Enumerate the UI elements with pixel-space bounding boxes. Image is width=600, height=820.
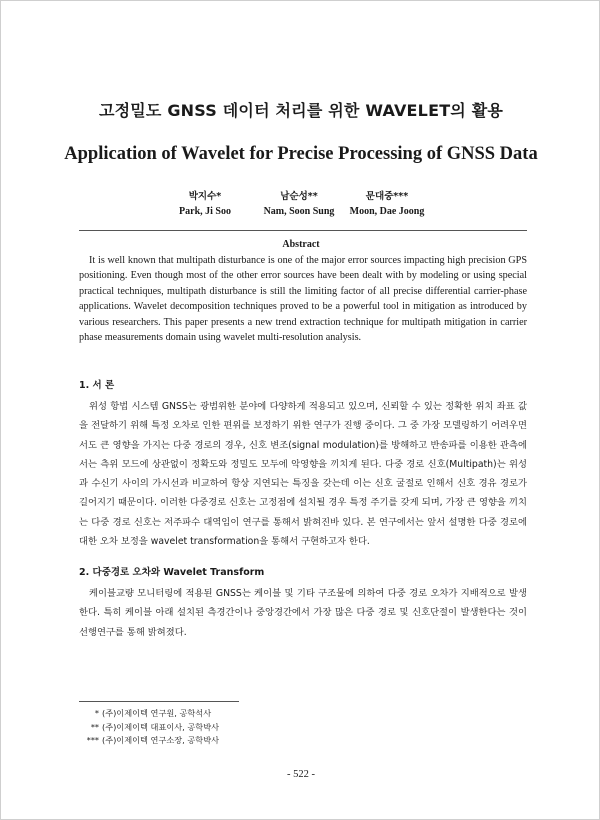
footnote-2-mark: ** xyxy=(90,721,99,732)
author-2-korean-name: 남순성** xyxy=(280,191,318,202)
author-1-english-name: Park, Ji Soo xyxy=(179,206,231,217)
footnote-2-text: (주)이제이텍 대표이사, 공학박사 xyxy=(102,721,220,732)
footnote-1-mark: * xyxy=(94,708,99,718)
author-3-english-name: Moon, Dae Joong xyxy=(349,206,425,217)
page-number: - 522 - xyxy=(287,769,315,780)
footnote-3-mark: *** xyxy=(86,735,99,745)
section-1-text: 위성 항법 시스템 GNSS는 광범위한 분야에 다양하게 적용되고 있으며, 신뢰할 수 있는 정확한 위치 좌표 값을 전달하기 위해 특정 오차로 인한 편위를 보정하기 위한 연구가 진행 중이다. 그 중 가장 모델링하기 어려우면서도 큰 영향을 가지는 다중 경로의 경우, 신호 변조(signal modulation)를 방해하고 반송파를 이용한 관측에서는 측위 모드에 상관없이 정확도와 정밀도 모두에 악영향을 끼치게 된다. 다중 경로 신호(Multipath)는 위성과 수신기 사이의 가시선과 비교하여 항상 지연되는 특징을 갖는데 이는 신호 굴절로 인해서 신호 경유 경로가 길어지기 때문이다. 이러한 다중경로 신호는 고정점에 설치될 경우 특정 주기를 갖게 되며, 가장 큰 영향을 끼치는 다중 경로 신호는 저주파수 대역임이 연구를 통해서 밝혀진바 있다. 본 연구에서는 앞서 설명한 다중 경로에 대한 오차 보정을 wavelet transformation을 통해서 구현하고자 한다. xyxy=(79,401,527,548)
abstract-text: It is well known that multipath disturbance is one of the major error sources impacting high precision GPS positioning. Even though most of the other error sources have been dealt with by modeling or using special practical techniques, multipath disturbance is still the limiting factor of all precise differential carrier-phase applications. Wavelet decomposition techniques proved to be a powerful tool in mitigation as introduced by various researchers. This paper presents a new trend extraction technique for multipath mitigation in carrier phase measurements domain using wavelet multi-resolution analysis. xyxy=(79,255,527,344)
footnote-divider xyxy=(79,701,239,702)
author-3-korean-name: 문대중*** xyxy=(365,191,409,202)
author-2 xyxy=(247,190,351,220)
section-2-heading: 2. 다중경로 오차와 Wavelet Transform xyxy=(79,567,265,578)
section-2-text: 케이블교량 모니터링에 적용된 GNSS는 케이블 및 기타 구조물에 의하여 다중 경로 오차가 지배적으로 발생한다. 특히 케이블 아래 설치된 측경간이나 중앙경간에서 가장 많은 다중 경로 및 신호단절이 발생한다는 것이 선행연구를 통해 밝혀졌다. xyxy=(79,588,527,638)
author-1-korean-name: 박지수* xyxy=(188,191,222,202)
footnote-3 xyxy=(79,734,379,748)
author-2-english-name: Nam, Soon Sung xyxy=(263,206,335,217)
author-block xyxy=(1,190,600,224)
abstract-heading: Abstract xyxy=(282,239,320,250)
footnotes xyxy=(79,707,379,748)
header-divider xyxy=(79,230,527,231)
author-1 xyxy=(163,190,247,220)
footnote-1-text: (주)이제이텍 연구원, 공학석사 xyxy=(102,708,212,718)
footnote-3-text: (주)이제이텍 연구소장, 공학박사 xyxy=(102,735,220,745)
section-1-heading: 1. 서 론 xyxy=(79,380,115,391)
footnote-1 xyxy=(79,707,379,721)
english-title: Application of Wavelet for Precise Processing of GNSS Data xyxy=(64,144,538,164)
footnote-2 xyxy=(79,721,379,735)
author-3 xyxy=(341,190,433,220)
korean-title: 고정밀도 GNSS 데이터 처리를 위한 WAVELET의 활용 xyxy=(98,101,504,120)
